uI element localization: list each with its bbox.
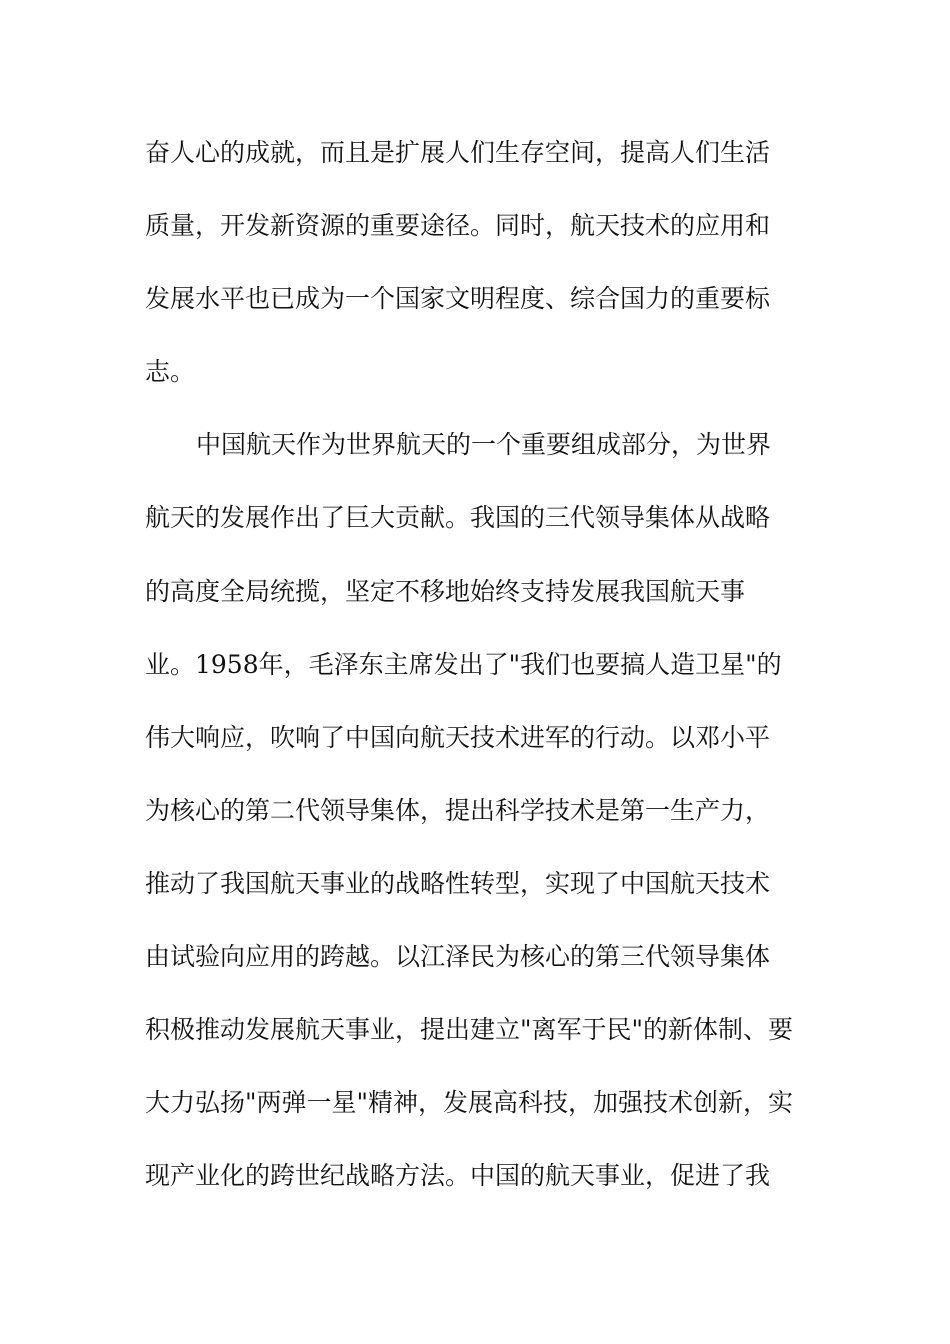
text-line: 现产业化的跨世纪战略方法。中国的航天事业，促进了我 <box>145 1161 771 1191</box>
text-line: 大力弘扬"两弹一星"精神，发展高科技，加强技术创新，实 <box>145 1088 794 1118</box>
text-line: 奋人心的成就，而且是扩展人们生存空间，提高人们生活 <box>145 138 771 167</box>
text-line: 航天的发展作出了巨大贡献。我国的三代领导集体从战略 <box>145 503 771 533</box>
text-line: 伟大响应，吹响了中国向航天技术进军的行动。以邓小平 <box>145 722 771 752</box>
text-line: 业。1958年，毛泽东主席发出了"我们也要搞人造卫星"的 <box>145 649 782 679</box>
text-line: 为核心的第二代领导集体，提出科学技术是第一生产力， <box>145 795 771 825</box>
text-line: 推动了我国航天事业的战略性转型，实现了中国航天技术 <box>145 868 771 898</box>
text-line: 由试验向应用的跨越。以江泽民为核心的第三代领导集体 <box>145 942 771 972</box>
text-line: 发展水平也已成为一个国家文明程度、综合国力的重要标 <box>145 284 771 314</box>
paragraph-first-line: 中国航天作为世界航天的一个重要组成部分，为世界 <box>196 430 772 460</box>
text-line: 积极推动发展航天事业，提出建立"离军于民"的新体制、要 <box>145 1015 794 1045</box>
text-line: 质量，开发新资源的重要途径。同时，航天技术的应用和 <box>145 211 771 241</box>
text-line: 的高度全局统揽，坚定不移地始终支持发展我国航天事 <box>145 576 746 606</box>
text-line: 志。 <box>145 357 196 387</box>
body-text <box>145 128 815 1224</box>
